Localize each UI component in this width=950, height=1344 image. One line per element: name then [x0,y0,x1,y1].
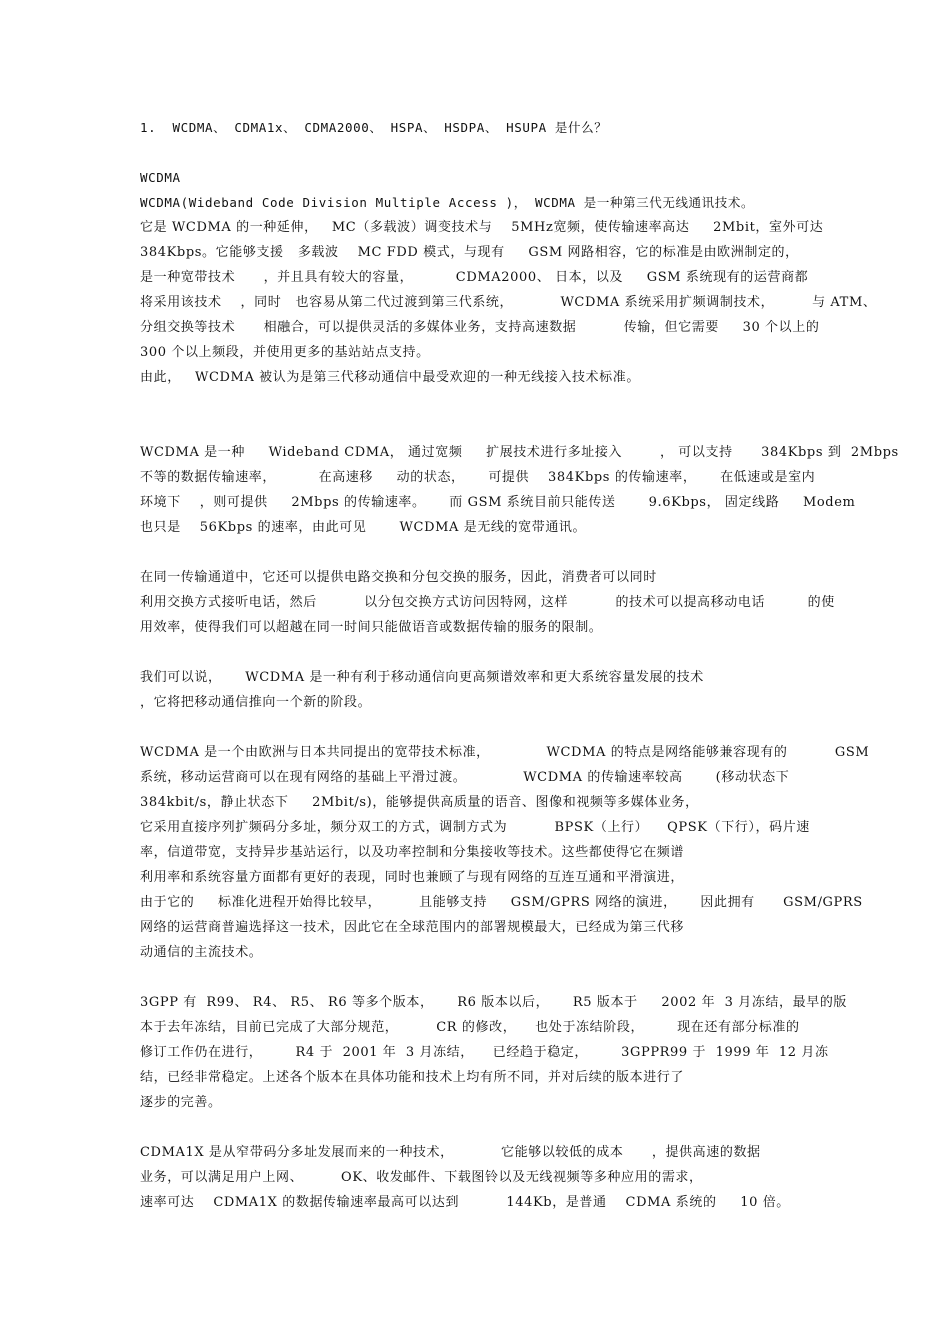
paragraph-line: 我们可以说， WCDMA 是一种有利于移动通信向更高频谱效率和更大系统容量发展的技术 [140,670,704,685]
paragraph-line: ，它将把移动通信推向一个新的阶段。 [140,695,372,710]
paragraph-line: 速率可达 CDMA1X 的数据传输速率最高可以达到 144Kb，是普通 CDMA 系统的 10 倍。 [140,1195,790,1210]
paragraph-line: 也只是 56Kbps 的速率，由此可见 WCDMA 是无线的宽带通讯。 [140,520,587,535]
paragraph-line: 将采用该技术 ，同时 也容易从第二代过渡到第三代系统， WCDMA 系统采用扩频调制技术， 与 ATM、 [140,295,877,310]
paragraph-line: 动通信的主流技术。 [140,945,263,960]
paragraph-line: 利用交换方式接听电话，然后 以分包交换方式访问因特网，这样 的技术可以提高移动电话 的使 [140,595,835,610]
paragraph-line: 3GPP 有 R99、 R4、 R5、 R6 等多个版本， R6 版本以后， R5 版本于 2002 年 3 月冻结，最早的版 [140,995,848,1010]
paragraph-line: 由此， WCDMA 被认为是第三代移动通信中最受欢迎的一种无线接入技术标准。 [140,370,640,385]
paragraph-line: 用效率，使得我们可以超越在同一时间只能做语音或数据传输的服务的限制。 [140,620,603,635]
paragraph-line: 在同一传输通道中，它还可以提供电路交换和分包交换的服务，因此，消费者可以同时 [140,570,657,585]
paragraph-line: 本于去年冻结，目前已完成了大部分规范， CR 的修改， 也处于冻结阶段， 现在还有部分标准的 [140,1020,800,1035]
paragraph-line: WCDMA [140,170,181,185]
paragraph-line: 系统，移动运营商可以在现有网络的基础上平滑过渡。 WCDMA 的传输速率较高 (移动状态下 [140,770,790,785]
paragraph-line: WCDMA(Wideband Code Division Multiple Access )， WCDMA 是一种第三代无线通讯技术。 [140,195,755,210]
paragraph-line: 它采用直接序列扩频码分多址，频分双工的方式，调制方式为 BPSK（上行） QPSK（下行），码片速 [140,820,810,835]
paragraph-line: 逐步的完善。 [140,1095,222,1110]
document-heading: 1. WCDMA、 CDMA1x、 CDMA2000、 HSPA、 HSDPA、 HSUPA 是什么？ [140,120,608,135]
paragraph-line: 不等的数据传输速率， 在高速移 动的状态， 可提供 384Kbps 的传输速率， 在低速或是室内 [140,470,816,485]
paragraph-line: 修订工作仍在进行， R4 于 2001 年 3 月冻结， 已经趋于稳定， 3GPPR99 于 1999 年 12 月冻 [140,1045,829,1060]
paragraph-line: 利用率和系统容量方面都有更好的表现，同时也兼顾了与现有网络的互连互通和平滑演进， [140,870,685,885]
paragraph-line: CDMA1X 是从窄带码分多址发展而来的一种技术， 它能够以较低的成本 ，提供高速的数据 [140,1145,761,1160]
paragraph-line: 网络的运营商普遍选择这一技术，因此它在全球范围内的部署规模最大，已经成为第三代移 [140,920,685,935]
paragraph-line: 300 个以上频段，并使用更多的基站站点支持。 [140,345,430,360]
paragraph-line: 结，已经非常稳定。上述各个版本在具体功能和技术上均有所不同，并对后续的版本进行了 [140,1070,685,1085]
paragraph-line: 是一种宽带技术 ，并且具有较大的容量， CDMA2000、 日本，以及 GSM 系统现有的运营商都 [140,270,809,285]
paragraph-line: 率，信道带宽，支持异步基站运行，以及功率控制和分集接收等技术。这些都使得它在频谱 [140,845,685,860]
paragraph-line: 384Kbps。它能够支援 多载波 MC FDD 模式，与现有 GSM 网路相容，它的标准是由欧洲制定的， [140,245,799,260]
paragraph-line: 由于它的 标准化进程开始得比较早， 且能够支持 GSM/GPRS 网络的演进， 因此拥有 GSM/GPRS [140,895,863,910]
paragraph-line: WCDMA 是一个由欧洲与日本共同提出的宽带技术标准， WCDMA 的特点是网络能够兼容现有的 GSM [140,745,870,760]
paragraph-line: WCDMA 是一种 Wideband CDMA， 通过宽频 扩展技术进行多址接入 ， 可以支持 384Kbps 到 2Mbps [140,445,899,460]
paragraph-line: 分组交换等技术 相融合，可以提供灵活的多媒体业务，支持高速数据 传输，但它需要 30 个以上的 [140,320,820,335]
paragraph-line: 它是 WCDMA 的一种延伸， MC（多载波）调变技术与 5MHz宽频，使传输速率高达 2Mbit，室外可达 [140,220,824,235]
paragraph-line: 业务，可以满足用户上网、 OK、收发邮件、下载图铃以及无线视频等多种应用的需求， [140,1170,703,1185]
paragraph-line: 环境下 ，则可提供 2Mbps 的传输速率。 而 GSM 系统目前只能传送 9.6Kbps， 固定线路 Modem [140,495,856,510]
paragraph-line: 384kbit/s，静止状态下 2Mbit/s)，能够提供高质量的语音、图像和视频等多媒体业务， [140,795,699,810]
